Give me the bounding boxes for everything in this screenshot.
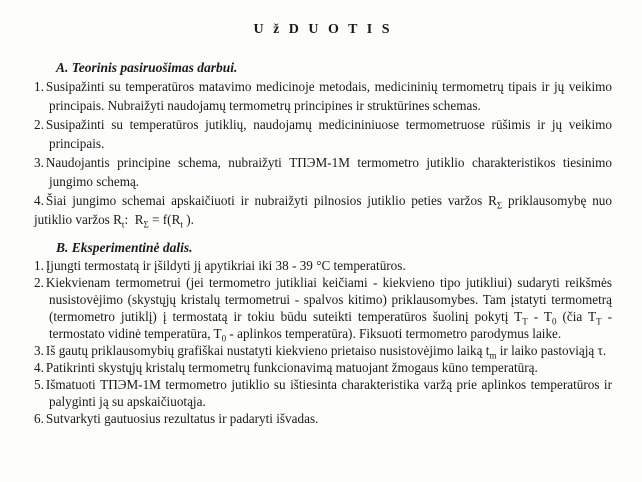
item-text: Naudojantis principine schema, nubraižyti ТПЭМ-1М termometro jutiklio charakteristikos tiesinimo jungimo schemą. — [45, 155, 612, 189]
list-item — [34, 77, 612, 115]
item-number: 5. — [34, 377, 44, 392]
list-item — [34, 359, 612, 376]
item-number: 3. — [34, 155, 44, 170]
item-number: 2. — [34, 275, 44, 290]
item-number: 4. — [34, 193, 44, 208]
section-b-heading: B. Eksperimentinė dalis. — [56, 240, 193, 255]
item-text: Iš gautų priklausomybių grafiškai nustatyti kiekvieno prietaiso nusistovėjimo laiką $t_m$ ir laiko pastoviąją τ. — [45, 343, 607, 361]
list-item — [34, 153, 612, 191]
item-text: Sutvarkyti gautuosius rezultatus ir padaryti išvadas. — [45, 411, 319, 426]
item-text: Patikrinti skystųjų kristalų termometrų funkcionavimą matuojant žmogaus kūno temperatūrą. — [45, 360, 538, 375]
item-text: Išmatuoti ТПЭМ-1М termometro jutiklio su ištiesinta charakteristika varžą prie aplinkos temperatūros ir palyginti ją su apskaičiuotąja. — [45, 377, 612, 409]
item-text: Kiekvienam termometrui (jei termometro jutikliai keičiami - kiekvieno tipo jutikliui) sudaryti reikšmės nusistovėjimo (skystųjų kristalų termometrui - spalvos kitimo) priklausomybes. Tam įstatyti termometrą (termometro jutiklį) į termostatą ir tokiu būdu suteikti temperatūros šuolinį pokytį $T_T - T_0$ (čia $T_T$ - termostato vidinė temperatūra, $T_0$ - aplinkos temperatūra). Fiksuoti termometro parodymus laike. — [45, 275, 612, 344]
item-number: 4. — [34, 360, 44, 375]
item-number: 1. — [34, 79, 44, 94]
document-title: U ž D U O T I S — [253, 22, 393, 37]
list-item — [34, 257, 612, 274]
list-item — [34, 115, 612, 153]
section-a-list — [34, 77, 612, 229]
item-text: Susipažinti su temperatūros matavimo medicinoje metodais, medicininių termometrų tipais ir jų veikimo principais. Nubraižyti naudojamų termometrų principines ir struktūrines schemas. — [45, 79, 612, 113]
item-number: 1. — [34, 258, 44, 273]
list-item — [34, 342, 612, 359]
item-text: Šiai jungimo schemai apskaičiuoti ir nubraižyti pilnosios jutiklio peties varžos $R_\Sigma$ priklausomybę nuo jutiklio varžos $R_t$: $R_\Sigma = f(R_t$ ). — [34, 193, 612, 230]
list-item — [34, 410, 612, 427]
section-b-list — [34, 257, 612, 427]
list-item — [34, 376, 612, 410]
item-number: 2. — [34, 117, 44, 132]
list-item — [34, 274, 612, 342]
list-item — [34, 191, 612, 229]
item-number: 3. — [34, 343, 44, 358]
item-text: Susipažinti su temperatūros jutiklių, naudojamų medicininiuose termometruose rūšimis ir jų veikimo principais. — [45, 117, 612, 151]
item-number: 6. — [34, 411, 44, 426]
item-text: Įjungti termostatą ir įšildyti jį apytikriai iki 38 - 39 °C temperatūros. — [45, 258, 406, 273]
section-a-heading: A. Teorinis pasiruošimas darbui. — [56, 60, 238, 75]
